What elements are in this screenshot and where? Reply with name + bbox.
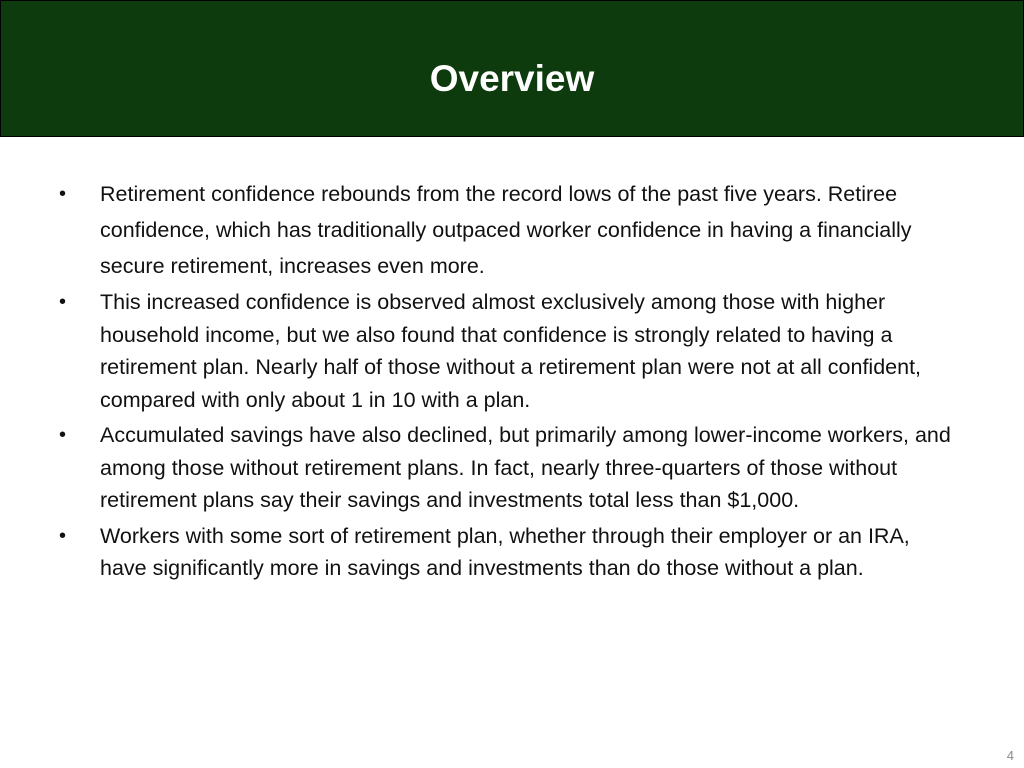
bullet-text: This increased confidence is observed almost exclusively among those with higher household income, but we also found that confidence is strongly related to having a retirement plan. Nearly half of those without a retirement plan were not at all confident, compared with only about 1 in 10 with a plan.	[100, 290, 922, 412]
bullet-item	[58, 419, 958, 517]
title-banner	[0, 0, 1024, 137]
bullet-list	[58, 176, 958, 588]
bullet-dot-icon: •	[59, 183, 67, 205]
bullet-item	[58, 520, 958, 585]
bullet-dot-icon: •	[59, 524, 67, 547]
bullet-text: Workers with some sort of retirement plan, whether through their employer or an IRA, have significantly more in savings and investments than do those without a plan.	[100, 523, 910, 580]
slide-title: Overview	[429, 58, 595, 99]
bullet-item	[58, 176, 958, 284]
bullet-dot-icon: •	[59, 291, 67, 313]
bullet-dot-icon: •	[59, 424, 67, 446]
bullet-item	[58, 286, 958, 416]
bullet-text: Accumulated savings have also declined, but primarily among lower-income workers, and among those without retirement plans. In fact, nearly three-quarters of those without retirement plans say their savings and investments total less than $1,000.	[100, 423, 951, 512]
page-number: 4	[1006, 748, 1014, 763]
bullet-text: Retirement confidence rebounds from the record lows of the past five years. Retiree confidence, which has traditionally outpaced worker confidence in having a financially secure retirement, increases even more.	[100, 182, 912, 278]
